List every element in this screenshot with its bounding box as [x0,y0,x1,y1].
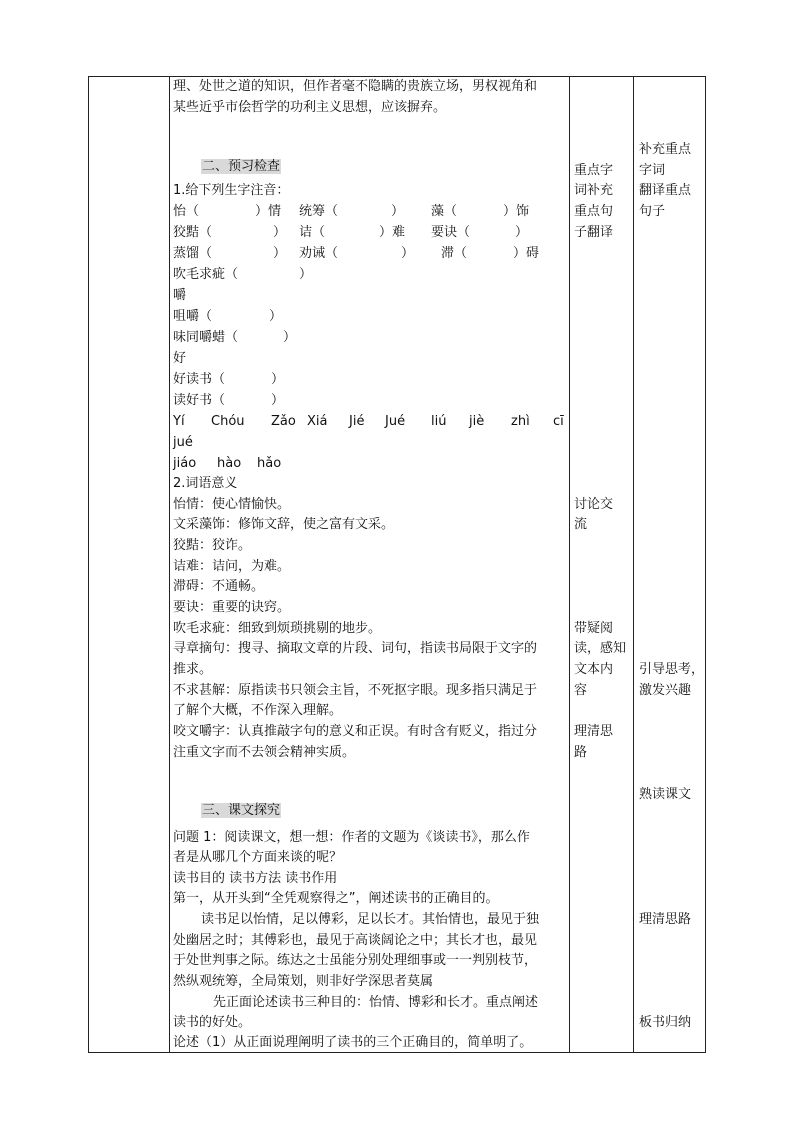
activity-text: 读，感知 [574,641,627,656]
blank-item: 劝诫（ [299,246,339,261]
blank-item: ）饰 [503,204,530,219]
text-line: 于处世判事之际。练达之士虽能分别处理细事或一一判别枝节， [173,953,538,968]
blank-item: ）难 [379,225,406,240]
activity-text: 流 [574,517,588,532]
text-line: 第一，从开头到“全凭观察得之”，阐述读书的正确目的。 [173,891,499,906]
pinyin-answers [173,454,569,474]
blank-item: ） [515,225,529,240]
intent-text: 板书归纳 [639,1015,692,1030]
meaning-line: 推求。 [173,662,213,677]
blank-item: 好读书（ [173,372,226,387]
activity-text: 子翻译 [574,225,614,240]
blank-item: ） [273,246,287,261]
pinyin: liú [431,414,447,429]
text-line: 者是从哪几个方面来谈的呢？ [173,850,343,865]
pinyin: cī [553,414,564,429]
text-line: 先正面论述读书三种目的：怡情、博彩和长才。重点阐述 [213,995,539,1010]
blank-item: 好 [173,351,187,366]
meaning-line: 不求甚解：原指读书只领会主旨，不死抠字眼。现多指只满足于 [173,683,538,698]
pinyin: Yí [173,414,185,429]
column-divider [569,77,570,1052]
pinyin: jiè [469,414,485,429]
intent-text: 熟读课文 [639,787,692,802]
blank-item: ） [269,309,283,324]
question-title: 2.词语意义 [173,476,238,491]
section-heading: 二、预习检查 [202,159,281,174]
column-divider [633,77,634,1052]
blank-item: 要诀（ [431,225,471,240]
pinyin: jué [173,435,193,450]
intent-text: 翻译重点 [639,183,692,198]
lesson-table [88,76,706,1053]
blank-item: 读好书（ [173,393,226,408]
text-line: 理、处世之道的知识，但作者毫不隐瞒的贵族立场，男权视角和 [173,79,538,94]
blank-item: 味同嚼蜡（ [173,330,239,345]
blank-item: ） [271,393,285,408]
meaning-line: 滞碍：不通畅。 [173,579,265,594]
intent-text: 句子 [639,204,666,219]
meaning-line: 诘难：诘问，为难。 [173,559,291,574]
pinyin: Jié [349,414,365,429]
section-heading: 三、课文探究 [202,803,281,818]
meaning-line: 了解个大概，不作深入理解。 [173,703,343,718]
intent-text: 理清思路 [639,912,692,927]
pinyin: Zǎo [271,414,296,429]
activity-text: 路 [574,745,588,760]
blank-item: 狡黠（ [173,225,213,240]
text-line: 读书目的 读书方法 读书作用 [173,871,338,886]
intent-text: 补充重点 [639,142,692,157]
blank-item: ） [273,225,287,240]
blank-item: 咀嚼（ [173,309,213,324]
meaning-line: 要诀：重要的诀窍。 [173,600,291,615]
activity-text: 文本内 [574,662,614,677]
blank-item: ）情 [255,204,282,219]
intent-text: 激发兴趣 [639,683,692,698]
blank-item: 蒸馏（ [173,246,213,261]
blank-item: 统筹（ [299,204,339,219]
pinyin: Jué [385,414,406,429]
meaning-line: 吹毛求疵：细致到烦琐挑剔的地步。 [173,621,382,636]
pinyin: jiáo [173,456,197,471]
pinyin: zhì [511,414,530,429]
meaning-line: 怡情：使心情愉快。 [173,497,291,512]
text-line: 处幽居之时；其傅彩也，最见于高谈阔论之中；其长才也，最见 [173,933,538,948]
text-line: 读书的好处。 [173,1015,252,1030]
activity-text: 讨论交 [574,497,614,512]
blank-item: 诘（ [299,225,326,240]
intent-text: 引导思考， [639,662,705,677]
blank-item: ） [391,204,405,219]
question-title: 1.给下列生字注音： [173,183,290,198]
meaning-line: 咬文嚼字：认真推敲字句的意义和正误。有时含有贬义，指过分 [173,724,538,739]
blank-item: 滞（ [441,246,468,261]
pinyin: hǎo [257,456,282,471]
activity-text: 重点句 [574,204,614,219]
text-line: 论述（1）从正面说理阐明了读书的三个正确目的，简单明了。 [173,1035,533,1050]
pinyin-answers [173,412,569,432]
pinyin: Xiá [307,414,328,429]
activity-text: 重点字 [574,163,614,178]
blank-item: ） [401,246,415,261]
blank-item: ） [299,267,313,282]
blank-item: ） [271,372,285,387]
blank-item: 嚼 [173,288,187,303]
text-line: 某些近乎市侩哲学的功利主义思想，应该摒弃。 [173,100,447,115]
meaning-line: 寻章摘句：搜寻、摘取文章的片段、词句，指读书局限于文字的 [173,641,538,656]
meaning-line: 狡黠：狡诈。 [173,538,252,553]
pinyin: Chóu [211,414,245,429]
blank-item: 藻（ [431,204,458,219]
blank-item: ） [283,330,297,345]
meaning-line: 文采藻饰：修饰文辞，使之富有文采。 [173,517,395,532]
text-line: 问题 1：阅读课文，想一想：作者的文题为《谈读书》，那么作 [173,830,530,845]
column-divider [169,77,170,1052]
intent-text: 字词 [639,163,666,178]
blank-item: ）碍 [513,246,540,261]
blank-item: 吹毛求疵（ [173,267,239,282]
blank-item: 怡（ [173,204,200,219]
meaning-line: 注重文字而不去领会精神实质。 [173,745,356,760]
activity-text: 理清思 [574,724,614,739]
text-line: 读书足以怡情，足以傅彩，足以长才。其怡情也，最见于独 [201,912,540,927]
pinyin: hào [217,456,242,471]
activity-text: 容 [574,683,588,698]
activity-text: 带疑阅 [574,621,614,636]
activity-text: 词补充 [574,183,614,198]
text-line: 然纵观统筹，全局策划，则非好学深思者莫属 [173,974,434,989]
